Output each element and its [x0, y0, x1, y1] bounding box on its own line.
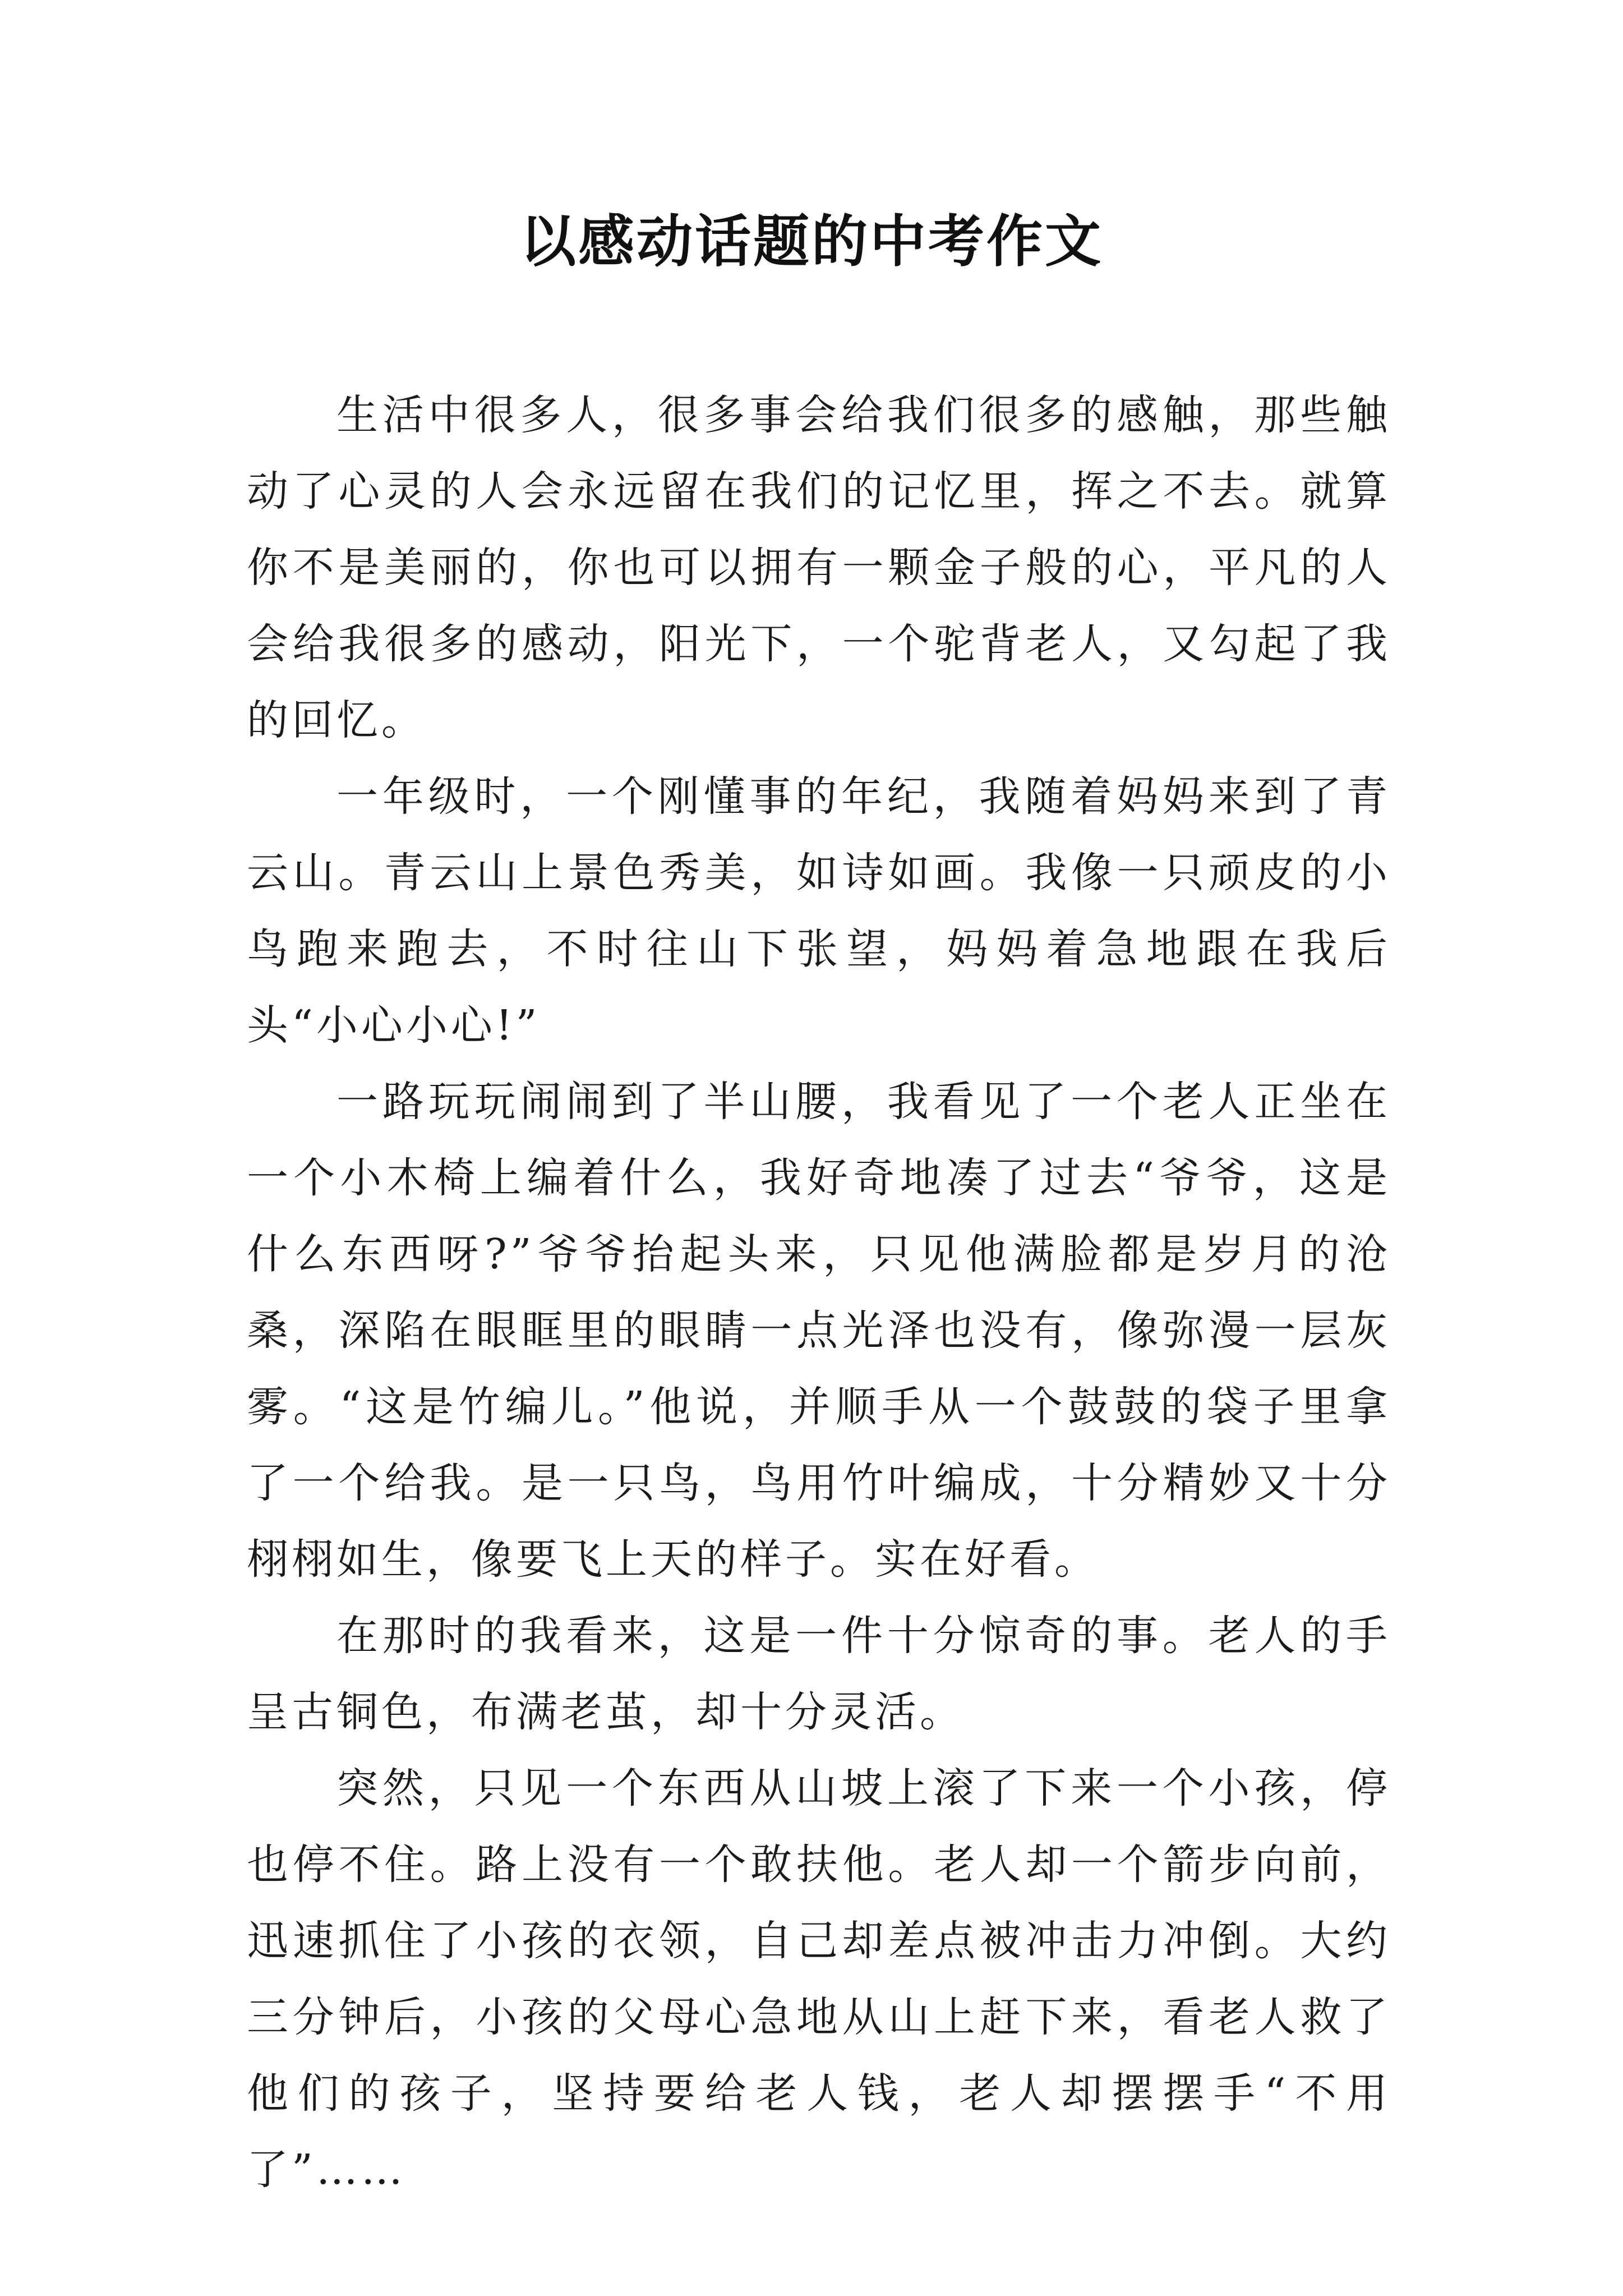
document-title: 以感动话题的中考作文 — [520, 208, 1103, 274]
document-body — [247, 377, 1391, 2208]
paragraph: 一年级时，一个刚懂事的年纪，我随着妈妈来到了青云山。青云山上景色秀美，如诗如画。我像一只顽皮的小鸟跑来跑去，不时往山下张望，妈妈着急地跟在我后头“小心小心!” — [247, 772, 1391, 1050]
paragraph: 一路玩玩闹闹到了半山腰，我看见了一个老人正坐在一个小木椅上编着什么，我好奇地凑了过去“爷爷，这是什么东西呀?”爷爷抬起头来，只见他满脸都是岁月的沧桑，深陷在眼眶里的眼睛一点光泽也没有，像弥漫一层灰雾。“这是竹编儿。”他说，并顺手从一个鼓鼓的袋子里拿了一个给我。是一只鸟，鸟用竹叶编成，十分精妙又十分栩栩如生，像要飞上天的样子。实在好看。 — [247, 1078, 1391, 1584]
paragraph: 在那时的我看来，这是一件十分惊奇的事。老人的手呈古铜色，布满老茧，却十分灵活。 — [247, 1612, 1391, 1736]
paragraph: 突然，只见一个东西从山坡上滚了下来一个小孩，停也停不住。路上没有一个敢扶他。老人却一个箭步向前，迅速抓住了小孩的衣领，自己却差点被冲击力冲倒。大约三分钟后，小孩的父母心急地从山上赶下来，看老人救了他们的孩子，坚持要给老人钱，老人却摆摆手“不用了”…… — [247, 1764, 1391, 2194]
paragraph: 生活中很多人，很多事会给我们很多的感触，那些触动了心灵的人会永远留在我们的记忆里，挥之不去。就算你不是美丽的，你也可以拥有一颗金子般的心，平凡的人会给我很多的感动，阳光下，一个驼背老人，又勾起了我的回忆。 — [247, 391, 1391, 744]
